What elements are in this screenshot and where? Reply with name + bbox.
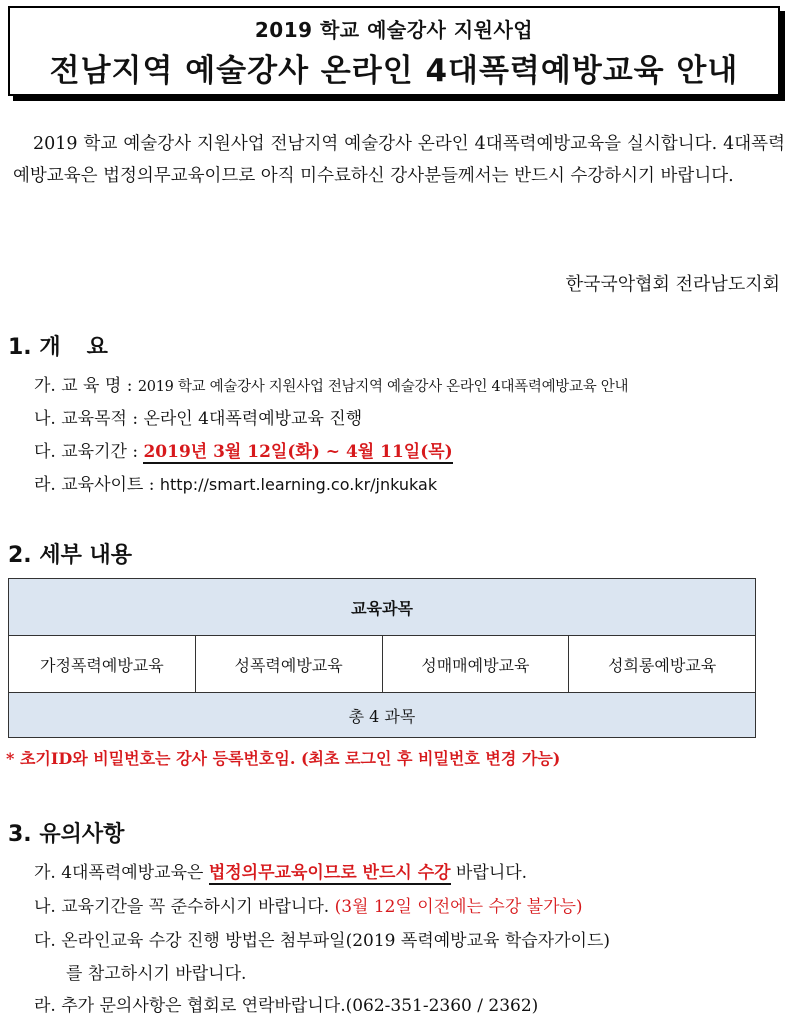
section1-title-a: 개 [39,335,61,360]
course-table [8,578,756,738]
course-cell: 성희롱예방교육 [569,636,756,693]
caution-text: 나. 교육기간을 꼭 준수하시기 바랍니다. [34,897,335,917]
course-cell: 성매매예방교육 [382,636,569,693]
overview-item-name [34,371,628,396]
overview-item-value: 온라인 4대폭력예방교육 진행 [143,409,363,429]
overview-item-label: 다. 교육기간 : [34,442,144,462]
caution-red-text: (3월 12일 이전에는 수강 불가능) [334,897,583,917]
section1-title-b: 요 [86,335,108,360]
caution-item-3: 다. 온라인교육 수강 진행 방법은 첨부파일(2019 폭력예방교육 학습자가이드) [34,931,610,951]
caution-item-2 [34,892,583,917]
section1-number: 1. [8,335,32,360]
document-subtitle: 2019 학교 예술강사 지원사업 [254,18,534,42]
document-title: 전남지역 예술강사 온라인 4대폭력예방교육 안내 [49,53,739,89]
caution-item-3-cont: 를 참고하시기 바랍니다. [66,964,247,984]
intro-paragraph: 2019 학교 예술강사 지원사업 전남지역 예술강사 온라인 4대폭력예방교육을 실시합니다. 4대폭력예방교육은 법정의무교육이므로 아직 미수료하신 강사분들께서는 반드시 수강하시기 바랍니다. [13,134,785,186]
course-cell: 가정폭력예방교육 [9,636,196,693]
caution-item-4: 라. 추가 문의사항은 협회로 연락바랍니다.(062-351-2360 / 2362) [34,996,539,1016]
caution-text: 바랍니다. [450,863,528,883]
section3-heading: 3. 유의사항 [8,822,125,847]
overview-item-label: 가. 교 육 명 : [34,376,138,396]
course-table-header: 교육과목 [9,579,756,636]
organization-name: 한국국악협회 전라남도지회 [565,274,780,295]
education-period: 2019년 3월 12일(화) ~ 4월 11일(목) [143,442,453,462]
course-cell: 성폭력예방교육 [195,636,382,693]
mandatory-emphasis: 법정의무교육이므로 반드시 수강 [208,863,451,883]
overview-item-label: 라. 교육사이트 : [34,475,160,495]
overview-item-value: 2019 학교 예술강사 지원사업 전남지역 예술강사 온라인 4대폭력예방교육 안내 [137,379,629,395]
education-site-link[interactable]: http://smart.learning.co.kr/jnkukak [159,475,438,494]
login-note: * 초기ID와 비밀번호는 강사 등록번호임. (최초 로그인 후 비밀번호 변경 가능) [6,749,561,768]
overview-item-period [34,437,453,462]
section1-heading [8,330,108,361]
overview-item-label: 나. 교육목적 : [34,409,144,429]
title-box [8,6,780,96]
course-total: 총 4 과목 [9,693,756,738]
overview-item-site [34,470,437,495]
overview-item-purpose [34,404,362,429]
caution-item-1 [34,858,527,883]
section2-heading: 2. 세부 내용 [8,543,132,568]
caution-text: 가. 4대폭력예방교육은 [34,863,209,883]
